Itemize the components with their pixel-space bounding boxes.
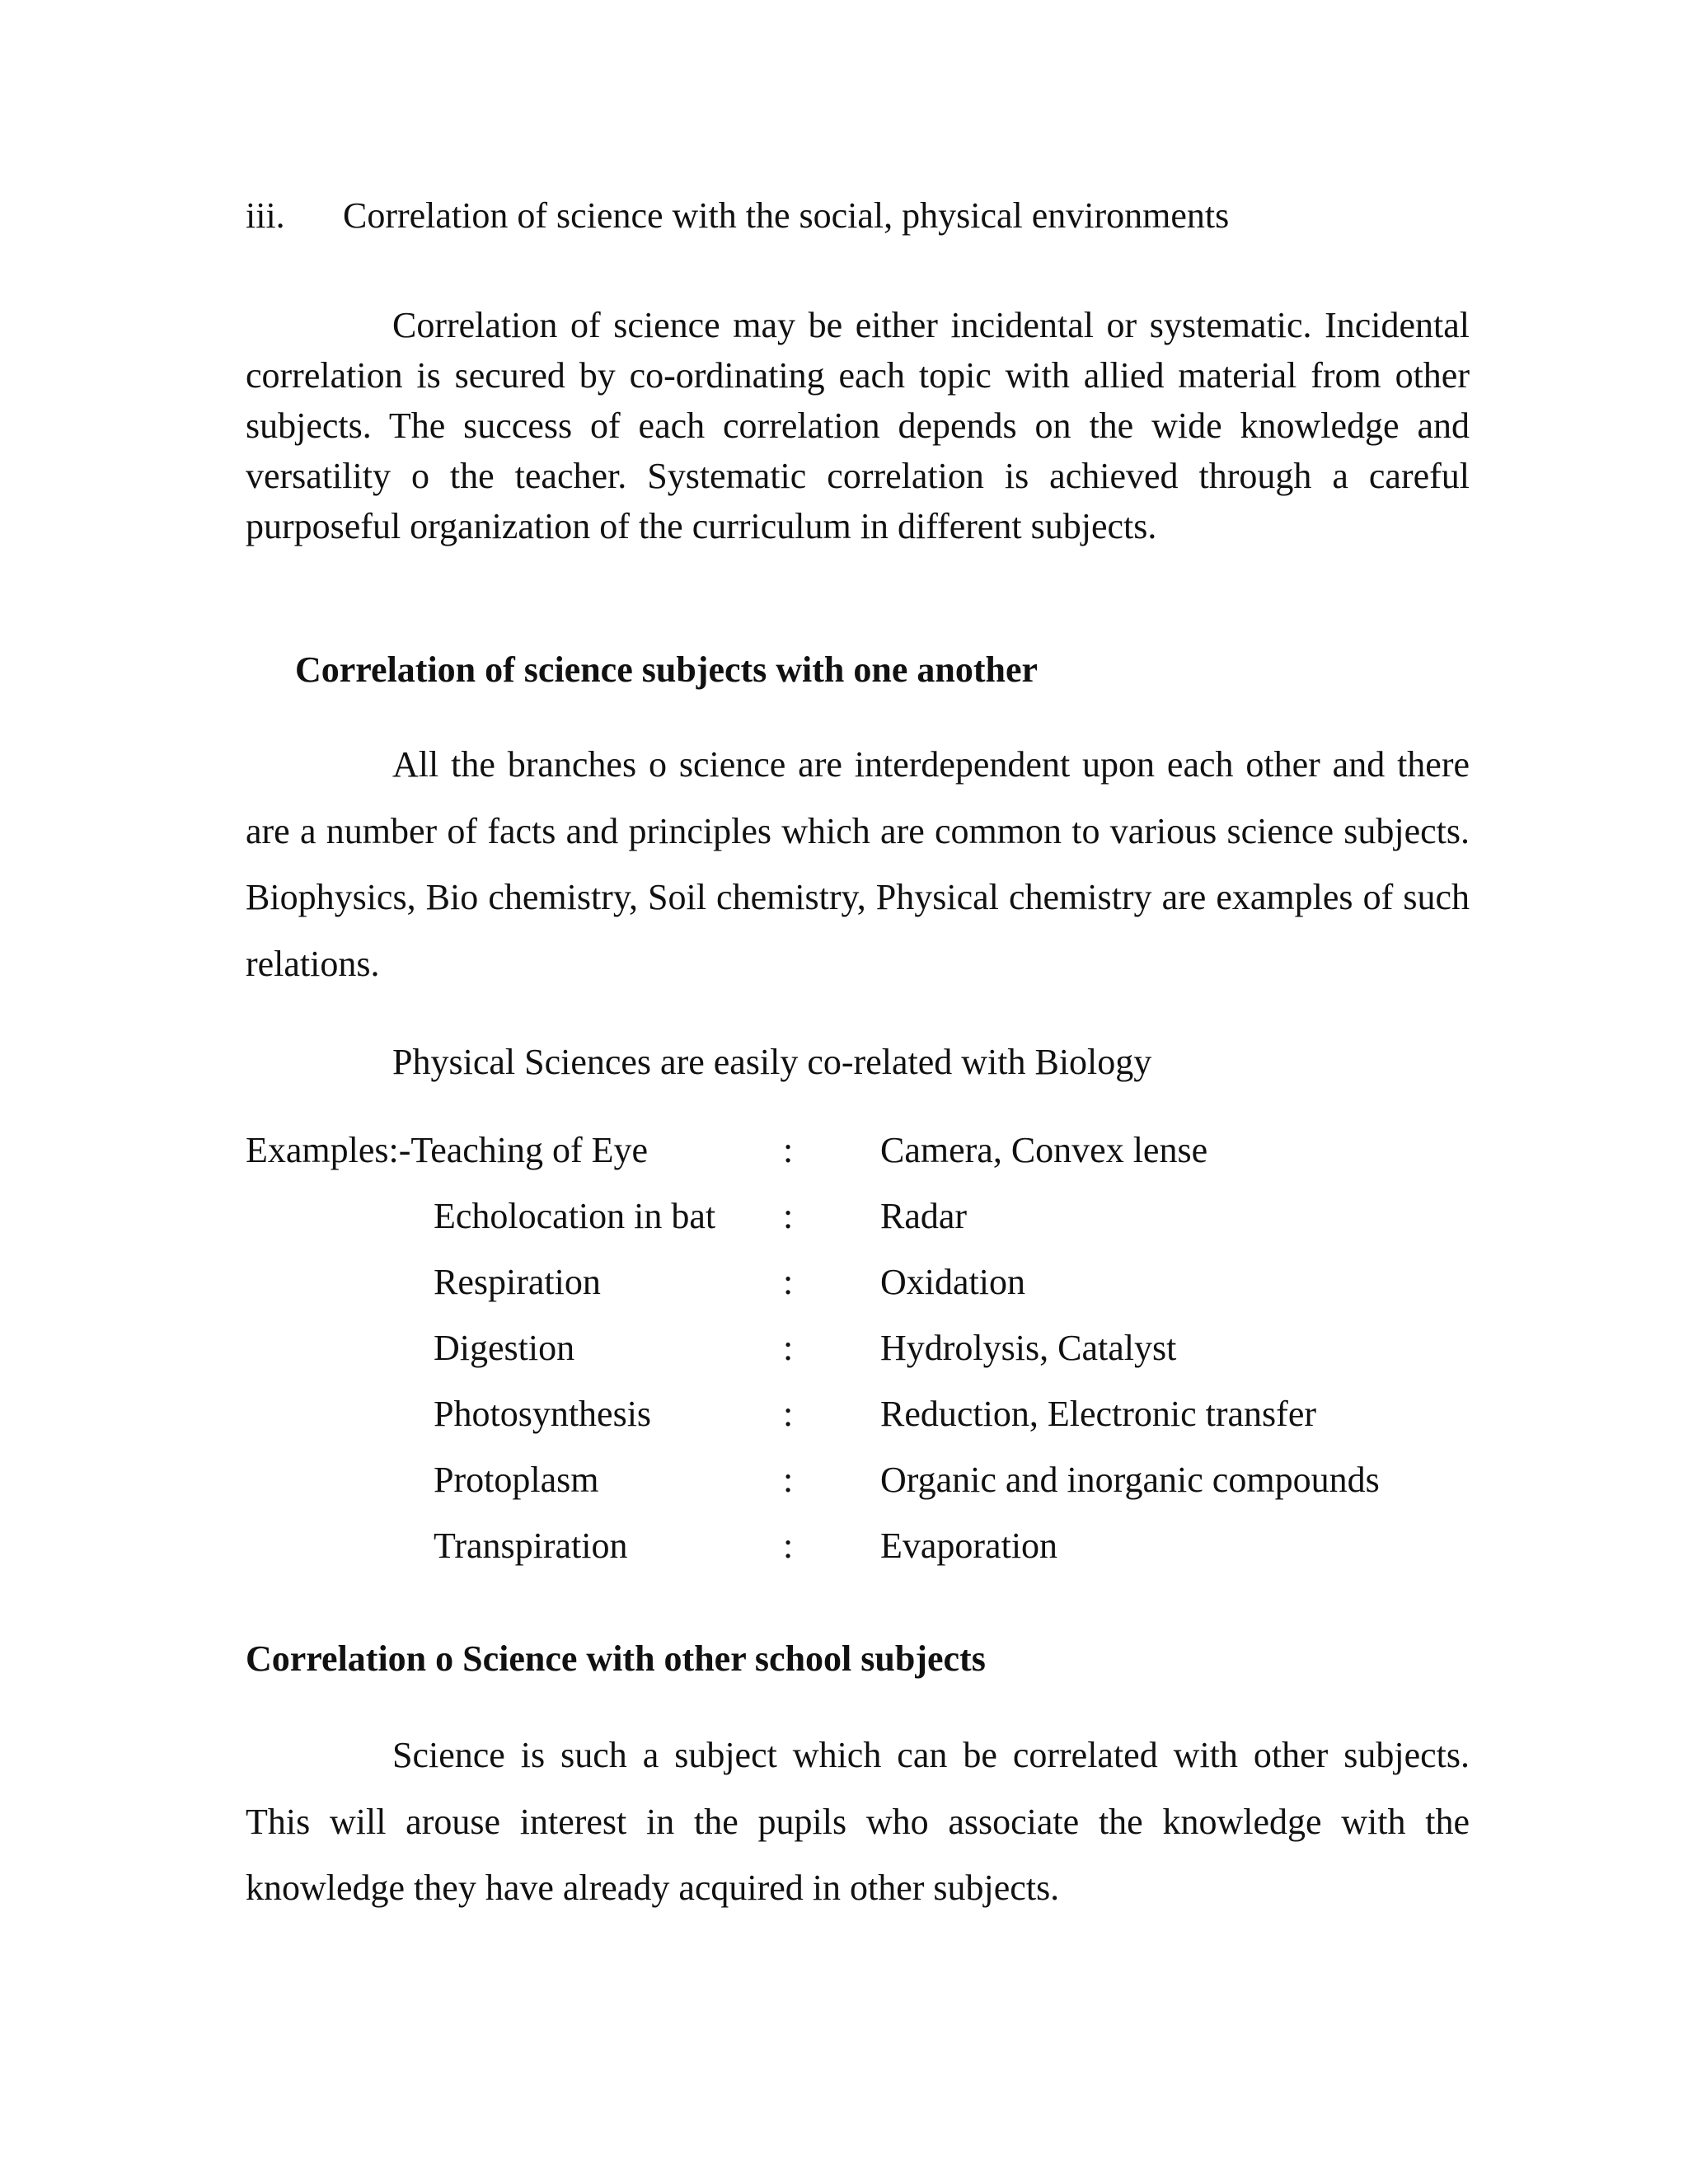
section-heading <box>246 191 1474 241</box>
heading-other-subjects: Correlation o Science with other school subjects <box>246 1638 986 1679</box>
example-separator: : <box>783 1328 794 1368</box>
example-physical: Radar <box>880 1196 968 1236</box>
paragraph-correlation-types: Correlation of science may be either incidental or systematic. Incidental correlation is secured by co-ordinating each topic with allied material from other subjects. The success of each correlation depends on the wide knowledge and versatility o the teacher. Systematic correlation is achieved through a careful purposeful organization of the curriculum in different subjects. <box>246 305 1470 546</box>
example-biology: Echolocation in bat <box>434 1196 716 1236</box>
example-separator: : <box>783 1526 794 1566</box>
example-physical: Reduction, Electronic transfer <box>880 1394 1317 1434</box>
example-separator: : <box>783 1130 794 1170</box>
heading-science-subjects: Correlation of science subjects with one another <box>295 649 1039 690</box>
examples-intro: Physical Sciences are easily co-related with Biology <box>392 1042 1152 1082</box>
example-physical: Hydrolysis, Catalyst <box>880 1328 1177 1368</box>
section-title: Correlation of science with the social, physical environments <box>343 195 1230 236</box>
example-biology: Transpiration <box>434 1526 628 1566</box>
example-separator: : <box>783 1262 794 1302</box>
paragraph-interdependence: All the branches o science are interdependent upon each other and there are a number of facts and principles which are common to various science subjects. Biophysics, Bio chemistry, Soil chemistry, Physical chemistry are examples of such relations. <box>246 744 1470 984</box>
example-biology: Respiration <box>434 1262 601 1302</box>
example-biology: Digestion <box>434 1328 575 1368</box>
paragraph-other-subjects: Science is such a subject which can be correlated with other subjects. This will arouse interest in the pupils who associate the knowledge with the knowledge they have already acquired in other subjects. <box>246 1735 1470 1908</box>
example-separator: : <box>783 1460 794 1500</box>
example-biology: Photosynthesis <box>434 1394 652 1434</box>
example-separator: : <box>783 1394 794 1434</box>
example-biology: Protoplasm <box>434 1460 599 1500</box>
example-physical: Camera, Convex lense <box>880 1130 1208 1170</box>
section-number: iii. <box>246 195 285 236</box>
example-physical: Oxidation <box>880 1262 1025 1302</box>
examples-prefix: Examples:-Teaching of Eye <box>246 1130 649 1170</box>
example-separator: : <box>783 1196 794 1236</box>
example-physical: Evaporation <box>880 1526 1058 1566</box>
example-physical: Organic and inorganic compounds <box>880 1460 1380 1500</box>
